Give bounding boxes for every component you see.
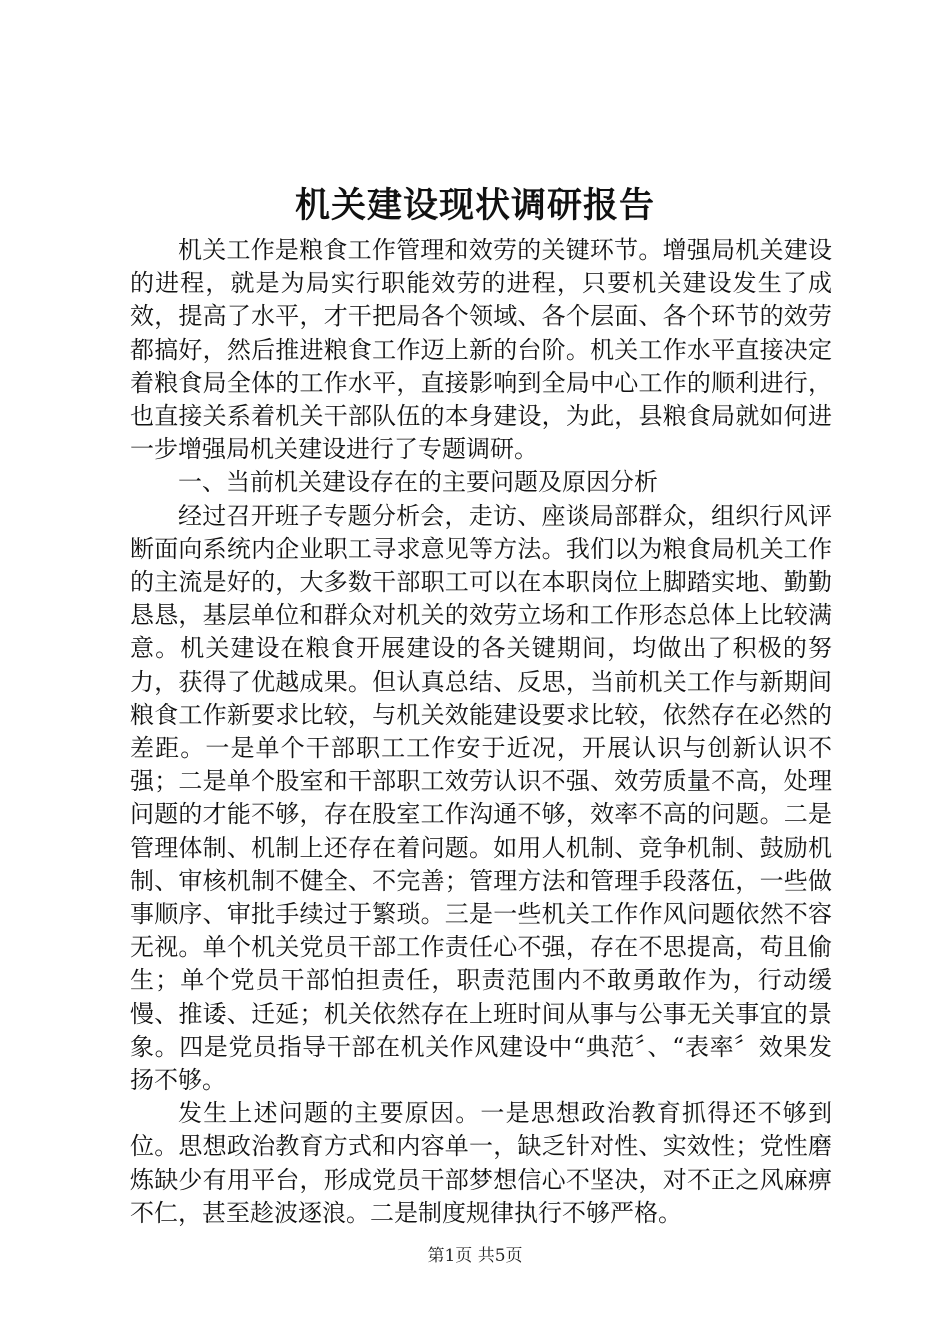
page-number-footer: 第1页 共5页 <box>427 1246 523 1266</box>
intro-paragraph: 机关工作是粮食工作管理和效劳的关键环节。增强局机关建设的进程，就是为局实行职能效劳的进程，只要机关建设发生了成效，提高了水平，才干把局各个领域、各个层面、各个环节的效劳都搞好，然后推进粮食工作迈上新的台阶。机关工作水平直接决定着粮食局全体的工作水平，直接影响到全局中心工作的顺利进行，也直接关系着机关干部队伍的本身建设，为此，县粮食局就如何进一步增强局机关建设进行了专题调研。 <box>130 236 832 464</box>
problems-paragraph: 经过召开班子专题分析会，走访、座谈局部群众，组织行风评断面向系统内企业职工寻求意见等方法。我们以为粮食局机关工作的主流是好的，大多数干部职工可以在本职岗位上脚踏实地、勤勤恳恳，基层单位和群众对机关的效劳立场和工作形态总体上比较满意。机关建设在粮食开展建设的各关键期间，均做出了积极的努力，获得了优越成果。但认真总结、反思，当前机关工作与新期间粮食工作新要求比较，与机关效能建设要求比较，依然存在必然的差距。一是单个干部职工工作安于近况，开展认识与创新认识不强；二是单个股室和干部职工效劳认识不强、效劳质量不高，处理问题的才能不够，存在股室工作沟通不够，效率不高的问题。二是管理体制、机制上还存在着问题。如用人机制、竞争机制、鼓励机制、审核机制不健全、不完善；管理方法和管理手段落伍，一些做事顺序、审批手续过于繁琐。三是一些机关工作作风问题依然不容无视。单个机关党员干部工作责任心不强，存在不思提高，苟且偷生；单个党员干部怕担责任，职责范围内不敢勇敢作为，行动缓慢、推诿、迁延；机关依然存在上班时间从事与公事无关事宜的景象。四是党员指导干部在机关作风建设中“典范〞、“表率〞效果发扬不够。 <box>130 501 832 1095</box>
section-heading: 一、当前机关建设存在的主要问题及原因分析 <box>178 468 658 497</box>
causes-paragraph: 发生上述问题的主要原因。一是思想政治教育抓得还不够到位。思想政治教育方式和内容单一，缺乏针对性、实效性；党性磨炼缺少有用平台，形成党员干部梦想信心不坚决，对不正之风麻痹不仁，甚至趁波逐浪。二是制度规律执行不够严格。 <box>130 1099 832 1227</box>
document-body <box>130 234 832 1230</box>
document-title: 机关建设现状调研报告 <box>294 185 655 226</box>
